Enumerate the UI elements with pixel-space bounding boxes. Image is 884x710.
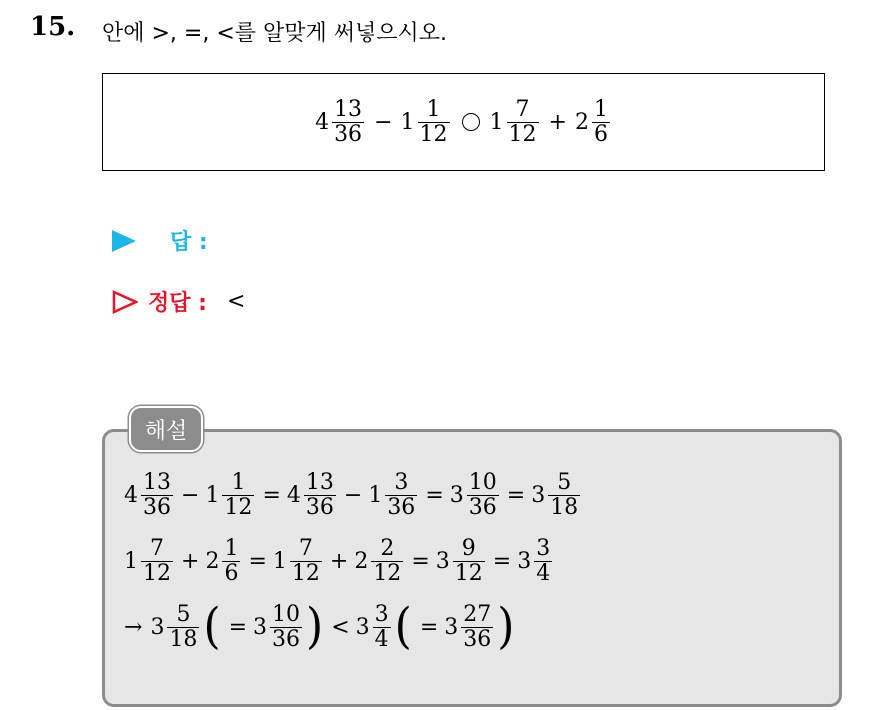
fraction [385,471,417,518]
correct-answer-label: 정답 : [148,291,207,316]
whole-part: 1 [124,548,138,574]
fraction [332,98,364,145]
denominator: 18 [169,626,198,652]
fraction [304,471,336,518]
fraction [534,537,552,584]
solution-tab: 해설 [129,406,203,452]
mixed-number [354,537,405,584]
numerator: 5 [176,602,191,628]
mixed-number [436,537,487,584]
whole-part: 3 [449,482,464,508]
denominator: 12 [419,121,448,147]
minus-operator: − [374,109,393,135]
numerator: 1 [593,97,608,123]
fraction [467,471,499,518]
whole-part: 3 [435,548,450,574]
equals-sign: = [411,548,430,574]
whole-part: 3 [253,614,268,640]
fraction [141,471,173,518]
fraction [507,98,539,145]
whole-part: 1 [489,109,504,135]
fraction [548,471,580,518]
mixed-number [450,471,501,518]
denominator: 36 [468,494,497,520]
denominator: 4 [374,626,389,652]
answer-blank-circle-icon[interactable] [462,113,480,131]
denominator: 36 [143,494,171,520]
whole-part: 2 [354,548,369,574]
problem-box [102,73,825,171]
denominator: 12 [508,121,537,147]
equals-sign: = [248,548,267,574]
mixed-number [253,603,304,650]
mixed-number [315,98,366,145]
numerator: 10 [468,470,497,496]
numerator: 13 [143,470,171,496]
equals-sign: = [262,482,281,508]
correct-answer-value: < [226,289,246,314]
fraction [453,537,485,584]
mixed-number [490,98,541,145]
numerator: 7 [150,536,164,562]
whole-part: 4 [286,482,301,508]
operator: + [181,548,200,574]
numerator: 5 [557,470,572,496]
denominator: 36 [463,626,492,652]
left-paren: ( [394,598,412,655]
whole-part: 4 [315,109,330,135]
whole-part: 1 [272,548,287,574]
problem-expression [315,98,612,145]
whole-part: 1 [368,482,383,508]
denominator: 36 [387,494,416,520]
denominator: 12 [454,560,483,586]
equals-sign: = [506,482,526,508]
fraction [270,603,302,650]
operator: + [329,548,349,574]
equals-sign: = [419,614,439,640]
mixed-number [124,471,175,518]
fraction [461,603,493,650]
correct-answer-row [112,286,245,317]
denominator: 36 [272,626,301,652]
mixed-number [205,537,242,584]
mixed-number [531,471,582,518]
whole-part: 3 [531,482,546,508]
numerator: 7 [515,97,530,123]
fraction [418,98,450,145]
denominator: 36 [305,494,334,520]
mixed-number [517,537,554,584]
numerator: 1 [224,536,239,562]
whole-part: 4 [124,482,138,508]
numerator: 2 [380,536,395,562]
mixed-number [368,471,419,518]
whole-part: 1 [205,482,220,508]
play-arrow-icon [112,230,136,252]
fraction [373,603,391,650]
mixed-number [287,471,338,518]
whole-part: 3 [444,614,459,640]
operator: − [181,482,200,508]
right-paren: ) [306,598,324,655]
fraction [290,537,322,584]
numerator: 9 [461,536,476,562]
denominator: 6 [593,121,608,147]
question-number: 15. [30,12,76,42]
denominator: 12 [224,494,253,520]
mixed-number [205,471,256,518]
answer-label: 답 : [170,230,208,255]
numerator: 3 [374,602,389,628]
denominator: 12 [291,560,320,586]
whole-part: 2 [574,109,589,135]
solution-line-2 [124,528,582,594]
mixed-number [273,537,324,584]
fraction [222,471,254,518]
equals-sign: = [492,548,512,574]
whole-part: 1 [400,109,415,135]
fraction [371,537,403,584]
numerator: 3 [536,536,551,562]
mixed-number [401,98,452,145]
numerator: 27 [463,602,492,628]
numerator: 13 [305,470,334,496]
answer-row [112,225,208,256]
denominator: 12 [373,560,402,586]
numerator: 1 [426,97,441,123]
whole-part: 3 [150,614,165,640]
denominator: 12 [143,560,171,586]
denominator: 18 [550,494,579,520]
solution-line-1 [124,462,582,528]
mixed-number [575,98,612,145]
denominator: 6 [224,560,239,586]
solution-line-3 [124,594,582,660]
numerator: 3 [394,470,409,496]
solution-lines [124,462,582,660]
numerator: 1 [231,470,246,496]
less-than-sign: < [331,614,350,640]
denominator: 36 [334,121,363,147]
outline-arrow-icon [112,290,138,314]
mixed-number [444,603,495,650]
whole-part: 2 [205,548,220,574]
mixed-number [356,603,393,650]
operator: − [343,482,363,508]
numerator: 13 [334,97,363,123]
mixed-number [150,603,201,650]
whole-part: 3 [355,614,370,640]
fraction [592,98,610,145]
fraction [222,537,240,584]
numerator: 7 [298,536,313,562]
equals-sign: = [425,482,444,508]
equals-sign: = [228,614,248,640]
fraction [141,537,173,584]
denominator: 4 [536,560,551,586]
question-text: 안에 >, =, <를 알맞게 써넣으시오. [102,21,448,46]
whole-part: 3 [517,548,532,574]
plus-operator: + [548,109,567,135]
left-paren: ( [203,598,221,655]
right-arrow-icon: → [124,614,143,640]
mixed-number [124,537,175,584]
right-paren: ) [497,598,515,655]
numerator: 10 [272,602,301,628]
fraction [167,603,199,650]
